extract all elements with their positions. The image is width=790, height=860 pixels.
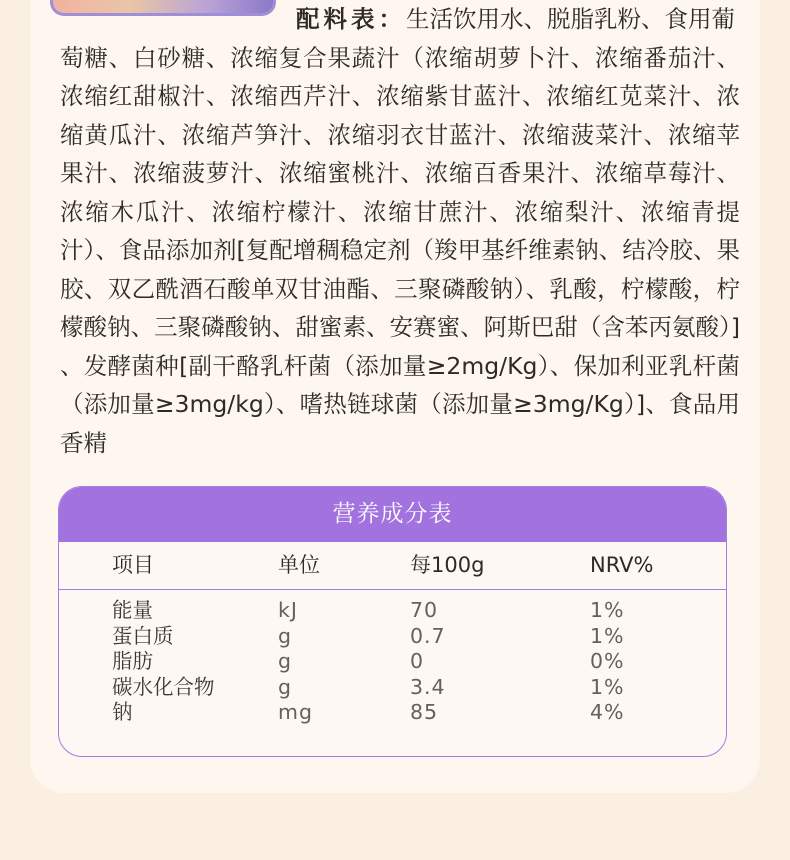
- row-item: 脂肪: [112, 649, 153, 673]
- table-row: [59, 598, 726, 624]
- header-per-100g: 每100g: [410, 553, 485, 577]
- ingredients-first-line: [60, 0, 740, 39]
- ingredients-body: 萄糖、白砂糖、浓缩复合果蔬汁（浓缩胡萝卜汁、浓缩番茄汁、浓缩红甜椒汁、浓缩西芹汁、浓缩紫甘蓝汁、浓缩红苋菜汁、浓缩黄瓜汁、浓缩芦笋汁、浓缩羽衣甘蓝汁、浓缩菠菜汁、浓缩苹果汁、浓缩菠萝汁、浓缩蜜桃汁、浓缩百香果汁、浓缩草莓汁、浓缩木瓜汁、浓缩柠檬汁、浓缩甘蔗汁、浓缩梨汁、浓缩青提汁）、食品添加剂[复配增稠稳定剂（羧甲基纤维素钠、结冷胶、果胶、双乙酰酒石酸单双甘油酯、三聚磷酸钠）、乳酸，柠檬酸，柠檬酸钠、三聚磷酸钠、甜蜜素、安赛蜜、阿斯巴甜（含苯丙氨酸）] 、发酵菌种[副干酪乳杆菌（添加量≥2mg/Kg）、保加利亚乳杆菌（添加量≥3mg/kg）、嗜热链球菌（添加量≥3mg/Kg）]、食品用香精: [60, 43, 740, 457]
- row-item: 蛋白质: [112, 623, 174, 648]
- row-unit: mg: [278, 700, 313, 724]
- row-nrv: 0%: [590, 649, 625, 673]
- row-unit: g: [278, 623, 293, 648]
- ingredients-label: 配料表：: [296, 5, 406, 33]
- header-unit: 单位: [278, 553, 320, 577]
- nutrition-table-title: 营养成分表: [59, 487, 726, 542]
- row-unit: g: [278, 649, 293, 673]
- ingredients-text: [60, 0, 740, 462]
- ingredients-first-text: 生活饮用水、脱脂乳粉、食用葡: [406, 5, 735, 33]
- row-item: 碳水化合物: [112, 674, 215, 699]
- row-nrv: 4%: [590, 700, 625, 724]
- nutrition-rows: [59, 590, 726, 726]
- row-value: 3.4: [410, 674, 446, 699]
- table-row: [59, 624, 726, 650]
- header-item: 项目: [112, 553, 154, 577]
- nutrition-table: [58, 486, 727, 757]
- table-row: [59, 649, 726, 675]
- row-item: 能量: [112, 598, 153, 622]
- row-item: 钠: [112, 700, 133, 724]
- row-value: 0.7: [410, 623, 446, 648]
- nutrition-table-header: [59, 542, 726, 590]
- row-unit: kJ: [278, 598, 298, 622]
- row-unit: g: [278, 674, 293, 699]
- table-row: [59, 675, 726, 701]
- row-nrv: 1%: [590, 623, 625, 648]
- row-nrv: 1%: [590, 598, 625, 622]
- row-value: 70: [410, 598, 439, 622]
- header-nrv: NRV%: [590, 553, 654, 577]
- row-value: 85: [410, 700, 439, 724]
- row-nrv: 1%: [590, 674, 625, 699]
- row-value: 0: [410, 649, 425, 673]
- table-row: [59, 700, 726, 726]
